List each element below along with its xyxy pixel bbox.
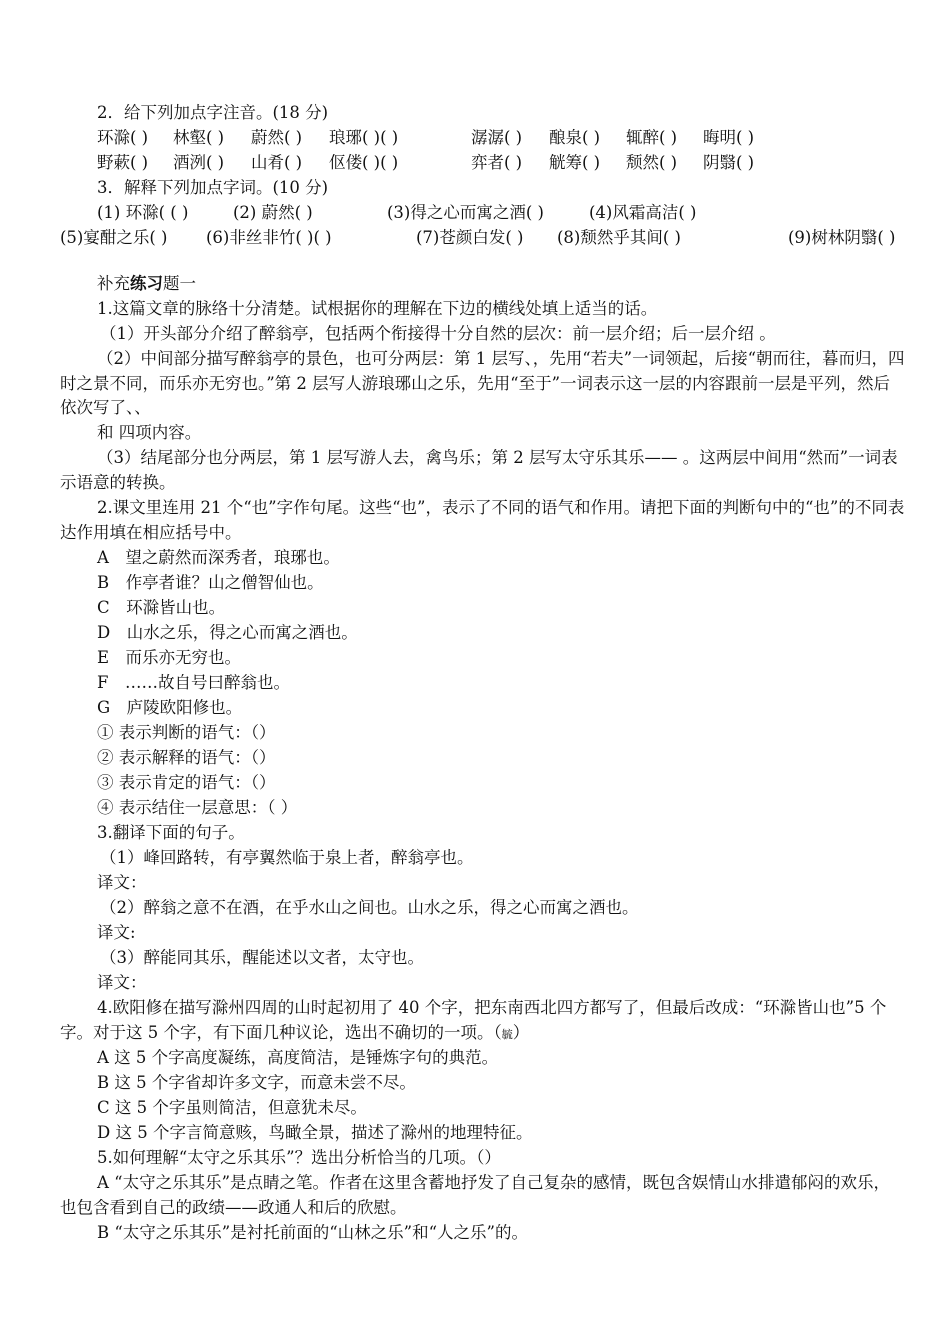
q2-option-e: E 而乐亦无穷也。 <box>97 648 242 667</box>
q3-translation-2: 译文: <box>97 923 136 942</box>
q3-translation-1: 译文： <box>97 873 147 892</box>
q2-option-a: A 望之蔚然而深秀者，琅琊也。 <box>97 548 340 567</box>
explain-item: (7)苍颜白发( ) <box>416 228 524 247</box>
phonetic-item: 颓然( ) <box>626 153 678 172</box>
q4-mark: 毓 <box>501 1027 513 1041</box>
q2-option-c: C 环滁皆山也。 <box>97 598 226 617</box>
question-4 <box>60 996 905 1047</box>
heading-part: 补充 <box>97 274 130 293</box>
phonetic-item: 弈者( ) <box>471 153 523 172</box>
explain-item: (8)颓然乎其间( ) <box>557 228 681 247</box>
phonetic-item: 阴翳( ) <box>703 153 755 172</box>
q2-answer-2: ② 表示解释的语气：（） <box>97 748 276 767</box>
q3-sentence-1: （1）峰回路转，有亭翼然临于泉上者，醉翁亭也。 <box>100 848 474 867</box>
q2-option-g: G 庐陵欧阳修也。 <box>97 698 243 717</box>
q4-text: 4.欧阳修在描写滁州四周的山时起初用了 40 个字，把东南西北四方都写了，但最后改成：“环滁皆山也”5 个字。对于这 5 个字，有下面几种议论，选出不确切的一项。（ <box>60 998 887 1042</box>
q4-option-d: D 这 5 个字言简意赅，鸟瞰全景，描述了滁州的地理特征。 <box>97 1123 533 1142</box>
question-2: 2.课文里连用 21 个“也”字作句尾。这些“也”，表示了不同的语气和作用。请把下面的判断句中的“也”的不同表达作用填在相应括号中。 <box>60 498 905 542</box>
explain-row-1 <box>97 201 897 226</box>
explain-item: (4)风霜高洁( ) <box>589 203 697 222</box>
q2-answer-4: ④ 表示结住一层意思：（ ） <box>97 798 298 817</box>
q5-option-a: A “太守之乐其乐”是点睛之笔。作者在这里含蓄地抒发了自己复杂的感情，既包含娱情山水排遣郁闷的欢乐，也包含看到自己的政绩——政通人和后的欣慰。 <box>60 1173 891 1217</box>
question-5: 5.如何理解“太守之乐其乐”？选出分析恰当的几项。（） <box>97 1148 501 1167</box>
phonetic-item: 环滁( ) <box>97 128 149 147</box>
q2-option-d: D 山水之乐，得之心而寓之酒也。 <box>97 623 358 642</box>
q2-answer-1: ① 表示判断的语气：（） <box>97 723 276 742</box>
explain-item: (6)非丝非竹( )( ) <box>206 228 332 247</box>
explain-item: (5)宴酣之乐( ) <box>60 228 168 247</box>
phonetic-row-2 <box>97 151 897 176</box>
phonetic-item: 蔚然( ) <box>251 128 303 147</box>
section-3-title: 3．解释下列加点字词。(10 分) <box>97 178 329 197</box>
q2-option-b: B 作亭者谁？山之僧智仙也。 <box>97 573 324 592</box>
heading-part: 题一 <box>163 274 196 293</box>
explain-item: (9)树林阴翳( ) <box>788 228 896 247</box>
phonetic-item: 山肴( ) <box>251 153 303 172</box>
question-1-part-2: （2）中间部分描写醉翁亭的景色，也可分两层：第 1 层写、，先用“若夫”一词领起，后接“朝而往，暮而归，四时之景不同，而乐亦无穷也。”第 2 层写人游琅琊山之乐，先用“至于”一词表示这一层的内容跟前一层是平列，然后依次写了、、 <box>60 349 905 418</box>
phonetic-item: 潺潺( ) <box>471 128 523 147</box>
explain-item: (2) 蔚然( ) <box>233 203 313 222</box>
question-1: 1.这篇文章的脉络十分清楚。试根据你的理解在下边的横线处填上适当的话。 <box>97 299 658 318</box>
q3-sentence-3: （3）醉能同其乐，醒能述以文者，太守也。 <box>100 948 424 967</box>
phonetic-item: 伛偻( )( ) <box>329 153 399 172</box>
question-1-part-3: （3）结尾部分也分两层，第 1 层写游人去，禽鸟乐；第 2 层写太守乐其乐—— 。这两层中间用“然而”一词表示语意的转换。 <box>60 448 898 492</box>
phonetic-item: 辄醉( ) <box>626 128 678 147</box>
q3-sentence-2: （2）醉翁之意不在酒，在乎水山之间也。山水之乐，得之心而寓之酒也。 <box>100 898 639 917</box>
question-1-part-2-cont: 和 四项内容。 <box>97 423 202 442</box>
phonetic-item: 觥筹( ) <box>549 153 601 172</box>
phonetic-row-1 <box>97 126 897 151</box>
phonetic-item: 晦明( ) <box>703 128 755 147</box>
phonetic-item: 野蔌( ) <box>97 153 149 172</box>
explain-row-2 <box>60 226 920 251</box>
q2-answer-3: ③ 表示肯定的语气：（） <box>97 773 276 792</box>
question-3: 3.翻译下面的句子。 <box>97 823 245 842</box>
phonetic-item: 酒洌( ) <box>173 153 225 172</box>
explain-item: (3)得之心而寓之酒( ) <box>387 203 544 222</box>
q4-text-end: ） <box>512 1022 530 1042</box>
section-2-title: 2．给下列加点字注音。(18 分) <box>97 103 329 122</box>
question-1-part-1: （1）开头部分介绍了醉翁亭，包括两个衔接得十分自然的层次：前一层介绍；后一层介绍 。 <box>100 324 776 343</box>
q4-option-b: B 这 5 个字省却许多文字，而意未尝不尽。 <box>97 1073 416 1092</box>
q4-option-a: A 这 5 个字高度凝练，高度简洁，是锤炼字句的典范。 <box>97 1048 499 1067</box>
phonetic-item: 琅琊( )( ) <box>329 128 399 147</box>
q5-option-b: B “太守之乐其乐”是衬托前面的“山林之乐”和“人之乐”的。 <box>97 1223 528 1242</box>
q2-option-f: F ……故自号曰醉翁也。 <box>97 673 290 692</box>
phonetic-item: 林壑( ) <box>173 128 225 147</box>
q3-translation-3: 译文： <box>97 973 147 992</box>
q4-option-c: C 这 5 个字虽则简洁，但意犹未尽。 <box>97 1098 367 1117</box>
phonetic-item: 酿泉( ) <box>549 128 601 147</box>
heading-part: 练习 <box>130 274 163 293</box>
explain-item: (1) 环滁( ( ) <box>97 203 189 222</box>
supplement-heading <box>97 272 196 297</box>
